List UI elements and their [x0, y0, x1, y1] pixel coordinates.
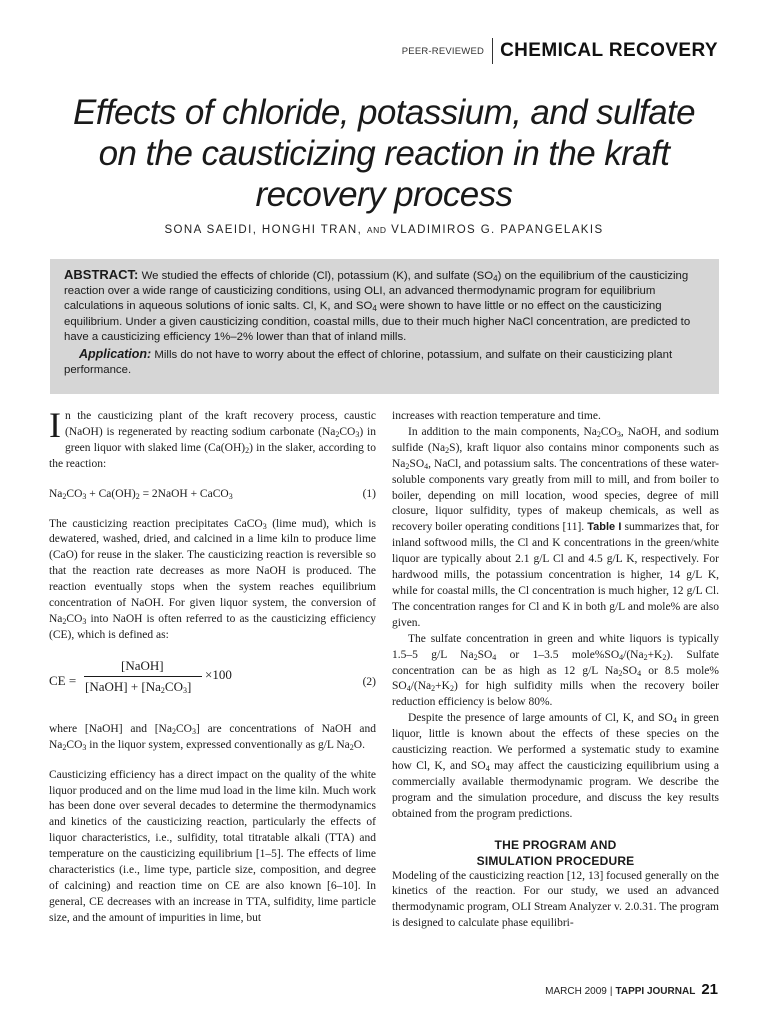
subscript: 2: [62, 742, 67, 752]
right-column: [392, 409, 719, 932]
body-paragraph-program: Modeling of the causticizing reaction [12, 13] focused generally on the kinetics of the reaction. For our study, we used an advanced thermodynamic program, OLI Stream Analyzer v. 2.0.31. The program is designed to calculate phase equilibri-: [392, 869, 719, 930]
body-text: SO: [477, 648, 493, 661]
subscript: 2: [618, 668, 623, 678]
subscript: 4: [372, 304, 377, 314]
body-text: may affect the causticizing equilibrium using a commercially available thermodynamic program. We describe the program and the simulation procedure, and discuss the key results obtained from the program predictions.: [392, 759, 719, 820]
equation-2-multiplier: ×100: [205, 666, 232, 682]
body-text: SO: [409, 457, 425, 470]
eq-text: Na: [49, 487, 63, 500]
subscript: 2: [473, 652, 478, 662]
left-column: [49, 405, 376, 927]
article-title: Effects of chloride, potassium, and sulfate on the causticizing reaction in the kraft recovery process: [72, 93, 696, 214]
equation-2: [49, 652, 376, 712]
body-text: /(Na: [410, 680, 432, 693]
abstract-box: [50, 259, 719, 394]
subscript: 3: [191, 726, 196, 736]
body-text: into NaOH is often referred to as the causticizing efficiency (CE), which is defined as:: [49, 612, 376, 641]
authors-part-2: VLADIMIROS G. PAPANGELAKIS: [391, 224, 604, 236]
abstract-text: were shown to have little or no effect on the causticizing equilibrium. Under a given causticizing condition, coastal mills, due to their much higher NaCl concentration, are predicted to have a causticizing efficiency 1%–2% lower than that of inland mills.: [64, 300, 691, 343]
body-text: ) for high sulfidity mills when the recovery boiler reduction efficiency is below 80%.: [392, 680, 719, 709]
subscript: 3: [616, 429, 621, 439]
subscript: 2: [171, 726, 176, 736]
fraction-bar: [84, 676, 202, 677]
body-text: In addition to the main components, Na: [408, 425, 597, 438]
eq-text: CO: [66, 487, 83, 500]
subscript: 2: [245, 445, 250, 455]
subscript: 4: [637, 668, 642, 678]
body-text: , NaOH, and sodium sulfide (Na: [392, 425, 719, 454]
eq-text: = 2NaOH + CaCO: [139, 487, 229, 500]
drop-cap: I: [49, 405, 61, 445]
body-text: S), kraft liquor also contains minor components such as Na: [392, 441, 719, 470]
peer-reviewed-label: PEER-REVIEWED: [401, 45, 485, 57]
subscript: 2: [449, 684, 454, 694]
subscript: 2: [135, 491, 140, 501]
body-paragraph-continued: increases with reaction temperature and time.: [392, 410, 601, 422]
body-text: O.: [353, 738, 365, 751]
subscript: 2: [643, 652, 648, 662]
body-text: CO: [66, 738, 83, 751]
paragraph-gap: [49, 754, 376, 768]
subscript: 3: [182, 685, 187, 695]
table-reference: Table I: [587, 521, 622, 534]
subscript: 4: [492, 652, 497, 662]
authors-part-1: SONA SAEIDI, HONGHI TRAN,: [164, 224, 363, 236]
body-text: ) in green liquor with slaked lime (Ca(OH): [65, 425, 376, 454]
body-text: n the causticizing plant of the kraft recovery process, caustic (NaOH) is regenerated by reacting sodium carbonate (Na: [65, 410, 376, 438]
abstract-text: ) on the equilibrium of the causticizing reaction over a wide range of causticizing conditions, using OLI, an advanced thermodynamic program for equilibrium calculations in aqueous solutions of ionic salts. Cl, K, and SO: [64, 270, 689, 313]
subscript: 2: [62, 491, 67, 501]
application-label: Application:: [79, 347, 152, 362]
body-text: summarizes that, for inland softwood mills, the Cl and K concentrations in the green/white liquor are typically about 2.1 g/L Cl and 4.5 g/L K, respectively. For hardwood mills, the potassium concentration is higher, 14 g/L K, while for coastal mills, the Cl concentration is much higher, 12 g/L Cl. The concentration ranges for Cl and K in both g/L and mole% are also given.: [392, 521, 720, 629]
equation-1-body: [49, 487, 233, 503]
running-header: [402, 38, 718, 64]
subscript: 2: [445, 445, 450, 455]
equation-1: [49, 487, 376, 503]
equation-2-number: (2): [362, 675, 376, 688]
abstract-label: ABSTRACT:: [64, 267, 139, 282]
body-text: /(Na: [623, 648, 644, 661]
body-text: The causticizing reaction precipitates CaCO: [49, 517, 263, 530]
journal-name: TAPPI JOURNAL: [615, 986, 696, 997]
page-number: 21: [701, 981, 718, 998]
equation-1-number: (1): [362, 487, 376, 500]
body-text: ). Sulfate concentration can be as high as 12 g/L Na: [392, 648, 720, 677]
body-paragraph-2: [49, 517, 376, 644]
abstract-paragraph: [64, 267, 709, 345]
body-text: or 1–3.5 mole%SO: [496, 648, 620, 661]
subscript: 2: [431, 684, 436, 694]
subscript: 2: [662, 652, 667, 662]
body-paragraph-study: [392, 711, 719, 822]
body-text: , NaCl, and potassium salts. The concentrations of these water-soluble components vary greatly from mill to mill, and from boiler to boiler, depending on mill location, wood species, degree of mill closure, liquor sulfidity, types of makeup chemicals, as well as recovery boiler operating conditions [11].: [392, 457, 719, 534]
equation-2-lhs: CE =: [49, 672, 77, 688]
subscript: 2: [596, 429, 601, 439]
equation-2-numerator: [NaOH]: [121, 657, 164, 673]
body-text: Despite the presence of large amounts of Cl, K, and SO: [408, 712, 673, 725]
subscript: 3: [355, 429, 360, 439]
subscript: 4: [424, 461, 429, 471]
eq-text: ]: [186, 678, 192, 694]
body-text: where [NaOH] and [Na: [49, 722, 172, 735]
section-heading-line-1: THE PROGRAM AND: [494, 837, 617, 852]
body-text: CO: [66, 612, 83, 625]
application-paragraph: [64, 347, 709, 378]
body-text: (lime mud), which is dewatered, washed, dried, and calcined in a lime kiln to produce lime (CaO) for reuse in the slaker. The causticizing reaction is reversible so that the reaction rate decreases as more NaOH is produced. The reaction eventually stops when the system reaches equilibrium concentration of NaOH. For given liquor system, the conversion of Na: [49, 517, 376, 625]
body-text: SO: [622, 664, 638, 677]
subscript: 4: [619, 652, 624, 662]
eq-text: + Ca(OH): [86, 487, 136, 500]
page-footer: [545, 981, 718, 998]
body-text: The sulfate concentration in green and white liquors is typically 1.5–5 g/L Na: [392, 632, 719, 661]
application-text: Mills do not have to worry about the effect of chlorine, potassium, and sulfate on their causticizing plant performance.: [64, 349, 673, 377]
body-text: CO: [339, 425, 356, 438]
body-text: in the liquor system, expressed conventionally as g/L Na: [86, 738, 350, 751]
body-text: ] are concentrations of NaOH and Na: [49, 722, 376, 751]
author-line: [0, 224, 768, 236]
body-text: ) in the slaker, according to the reaction:: [49, 441, 376, 470]
subscript: 2: [405, 461, 410, 471]
subscript: 4: [406, 684, 411, 694]
header-divider: [492, 38, 493, 64]
abstract-text: We studied the effects of chloride (Cl), potassium (K), and sulfate (SO: [141, 270, 494, 282]
body-paragraph-4: Causticizing efficiency has a direct impact on the quality of the white liquor produced and on the lime mud load in the lime kiln. Much work has been done over several decades to determine the thermodynamics and kinetics of the causticizing reaction, particularly the effects of liquor characteristics, i.e., sulfidity, total titratable alkali (TTA) and temperature on the causticizing equilibrium [1–5]. The effects of lime characteristics (i.e., lime type, particle size, composition, and degree of calcining) and reaction time on CE are also known [6–10]. In general, CE decreases with an increase in TTA, sulfidity, lime particle size, and the amount of impurities in lime, but: [49, 768, 376, 924]
body-paragraph-3: [49, 722, 376, 754]
section-name: CHEMICAL RECOVERY: [500, 40, 718, 61]
subscript: 3: [82, 742, 87, 752]
subscript: 3: [228, 491, 233, 501]
subscript: 4: [493, 274, 498, 283]
subscript: 4: [485, 763, 490, 773]
intro-paragraph: [49, 405, 376, 473]
subscript: 2: [335, 429, 340, 439]
eq-text: CO: [164, 678, 183, 694]
authors-and: AND: [366, 225, 387, 235]
body-paragraph-components: [392, 425, 719, 632]
subscript: 3: [82, 616, 87, 626]
body-text: CO: [600, 425, 617, 438]
section-heading: [392, 837, 719, 869]
subscript: 2: [349, 742, 354, 752]
subscript: 4: [672, 716, 677, 726]
body-text: or 8.5 mole% SO: [392, 664, 719, 693]
body-text: +K: [435, 680, 450, 693]
subscript: 2: [62, 616, 67, 626]
footer-separator: |: [609, 986, 613, 997]
subscript: 2: [160, 685, 165, 695]
body-text: +K: [647, 648, 663, 661]
body-text: in green liquor, little is known about the effects of these species on the causticizing reaction. We performed a systematic study to examine how Cl, K, and SO: [392, 712, 720, 772]
section-heading-line-2: SIMULATION PROCEDURE: [476, 853, 635, 868]
subscript: 3: [262, 521, 267, 531]
equation-2-denominator: [85, 679, 191, 695]
issue-date: MARCH 2009: [545, 986, 607, 997]
body-paragraph-sulfate: [392, 632, 719, 712]
eq-text: [NaOH] + [Na: [85, 678, 161, 694]
subscript: 3: [82, 491, 87, 501]
body-text: CO: [175, 722, 192, 735]
